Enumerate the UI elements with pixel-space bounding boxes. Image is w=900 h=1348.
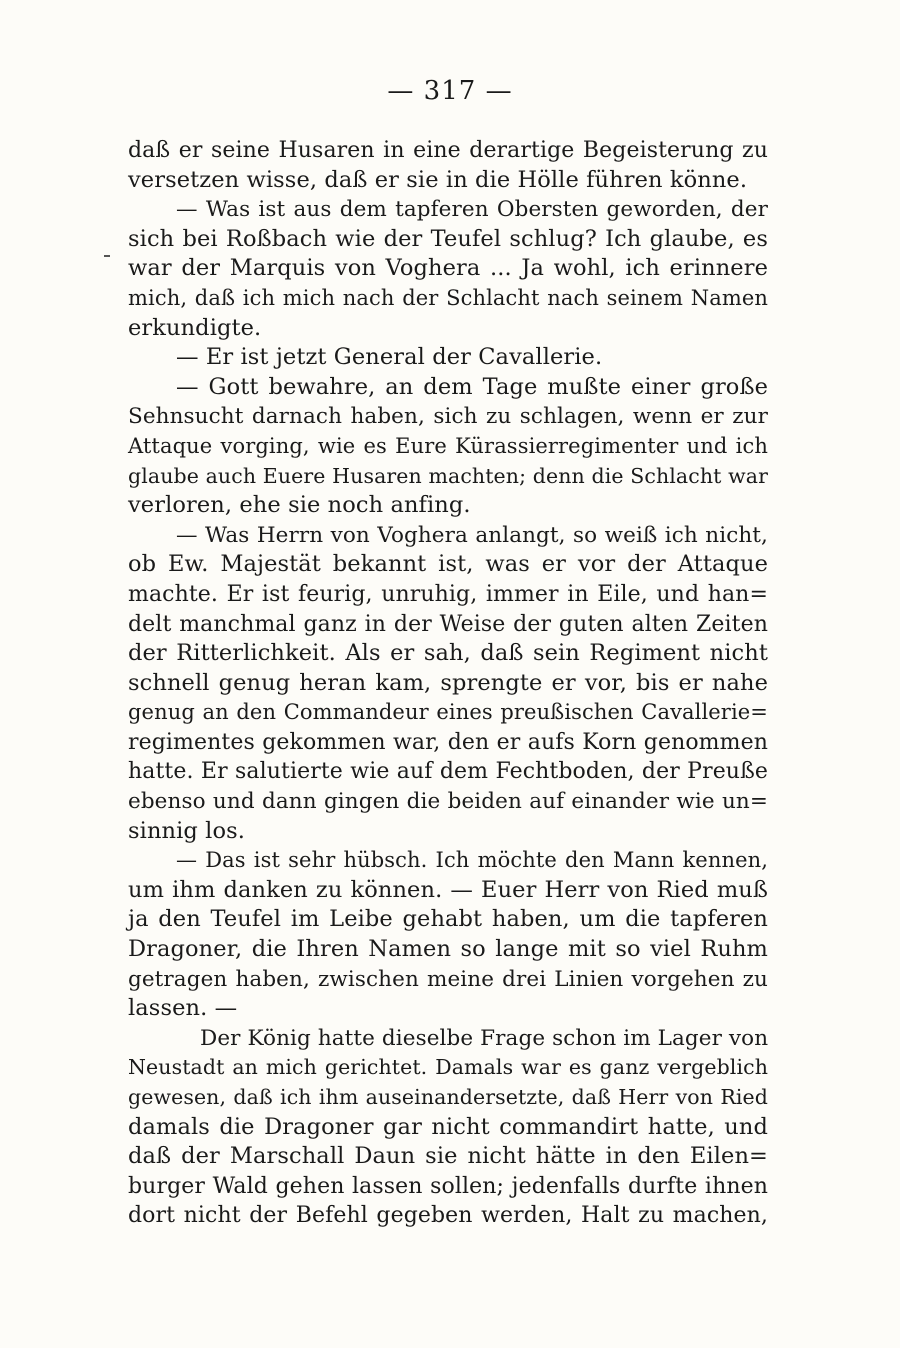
text-line: ebenso und dann gingen die beiden auf einander wie un= <box>128 789 768 815</box>
body-text <box>128 136 768 1231</box>
text-line: verloren, ehe sie noch anfing. <box>128 492 471 519</box>
text-line: gewesen, daß ich ihm auseinandersetzte, daß Herr von Ried <box>128 1085 768 1109</box>
text-line: genug an den Commandeur eines preußischen Cavallerie= <box>128 700 768 725</box>
text-line: ja den Teufel im Leibe gehabt haben, um die tapferen <box>128 906 768 933</box>
text-line: delt manchmal ganz in der Weise der guten alten Zeiten <box>128 611 768 637</box>
text-line: war der Marquis von Voghera ... Ja wohl, ich erinnere <box>128 255 768 282</box>
text-line: Dragoner, die Ihren Namen so lange mit so viel Ruhm <box>128 936 768 963</box>
text-line: — Er ist jetzt General der Cavallerie. <box>176 344 603 371</box>
text-line: glaube auch Euere Husaren machten; denn die Schlacht war <box>128 463 768 488</box>
text-line: versetzen wisse, daß er sie in die Hölle führen könne. <box>128 166 748 193</box>
text-line: damals die Dragoner gar nicht commandirt hatte, und <box>128 1113 768 1140</box>
text-line: regimentes gekommen war, den er aufs Korn genommen <box>128 729 768 755</box>
text-line: sich bei Roßbach wie der Teufel schlug? Ich glaube, es <box>128 225 768 252</box>
text-line: hatte. Er salutierte wie auf dem Fechtboden, der Preuße <box>128 759 768 785</box>
text-line: ob Ew. Majestät bekannt ist, was er vor der Attaque <box>128 551 768 578</box>
text-line: daß der Marschall Daun sie nicht hätte in den Eilen= <box>128 1143 768 1170</box>
text-line: — Was Herrn von Voghera anlangt, so weiß ich nicht, <box>176 522 768 548</box>
text-line: machte. Er ist feurig, unruhig, immer in Eile, und han= <box>128 581 768 607</box>
text-line: erkundigte. <box>128 314 262 341</box>
text-line: dort nicht der Befehl gegeben werden, Halt zu machen, <box>128 1203 768 1229</box>
text-line: Neustadt an mich gerichtet. Damals war es ganz vergeblich <box>128 1055 768 1080</box>
text-line: getragen haben, zwischen meine drei Linien vorgehen zu <box>128 966 768 992</box>
text-line: burger Wald gehen lassen sollen; jedenfalls durfte ihnen <box>128 1173 768 1199</box>
text-line: sinnig los. <box>128 817 246 844</box>
text-line: — Gott bewahre, an dem Tage mußte einer große <box>176 373 768 400</box>
text-line: der Ritterlichkeit. Als er sah, daß sein Regiment nicht <box>128 640 768 667</box>
text-line: — Was ist aus dem tapferen Obersten geworden, der <box>176 197 768 223</box>
margin-mark <box>104 255 110 257</box>
text-line: — Das ist sehr hübsch. Ich möchte den Mann kennen, <box>176 848 768 873</box>
text-line: Attaque vorging, wie es Eure Kürassierregimenter und ich <box>128 433 768 458</box>
text-line: lassen. — <box>128 995 238 1022</box>
text-line: schnell genug heran kam, sprengte er vor, bis er nahe <box>128 669 768 696</box>
text-line: Der König hatte dieselbe Frage schon im Lager von <box>200 1025 769 1051</box>
page-number: — 317 — <box>387 76 513 106</box>
text-line: mich, daß ich mich nach der Schlacht nach seinem Namen <box>128 285 768 310</box>
text-line: um ihm danken zu können. — Euer Herr von Ried muß <box>128 876 768 903</box>
text-line: daß er seine Husaren in eine derartige Begeisterung zu <box>128 138 768 163</box>
text-line: Sehnsucht darnach haben, sich zu schlagen, wenn er zur <box>128 404 768 430</box>
